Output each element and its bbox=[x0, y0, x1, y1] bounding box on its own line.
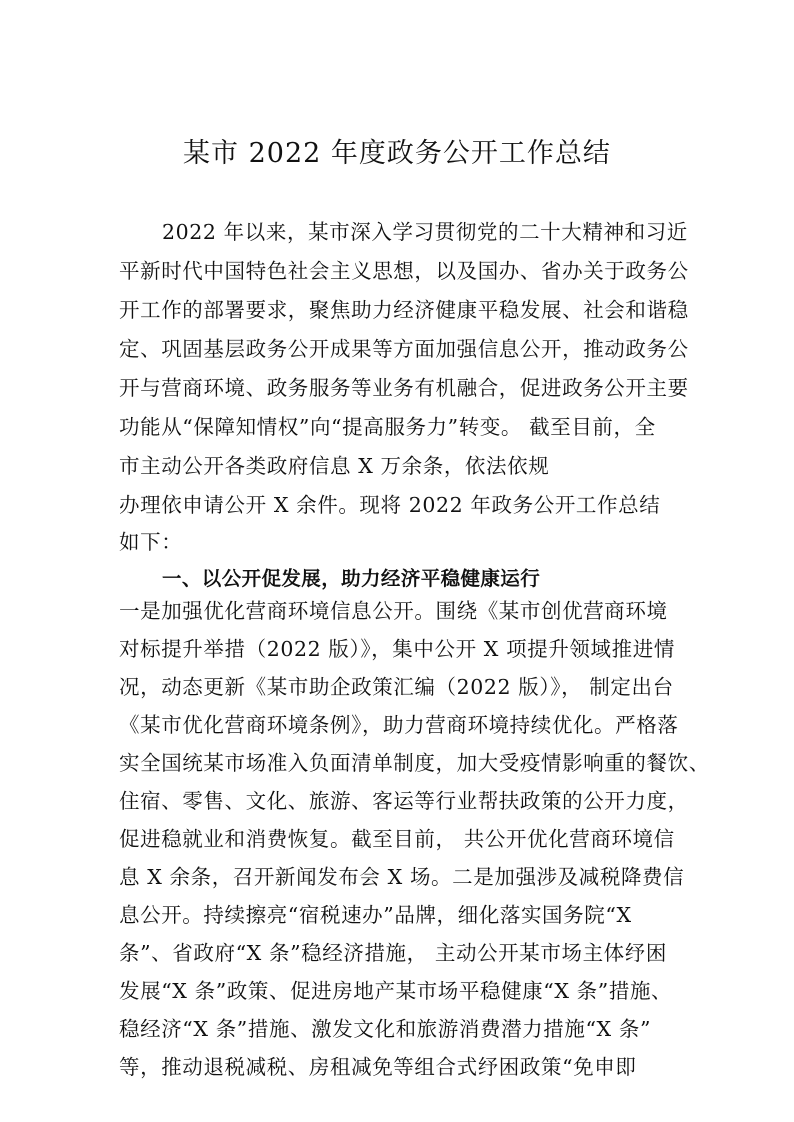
intro-line: 市主动公开各类政府信息 X 万余条，依法依规 bbox=[119, 454, 550, 478]
body-line: 《某市优化营商环境条例》，助力营商环境持续优化。严格落 bbox=[119, 713, 679, 737]
body-line: 息公开。持续擦亮“宿税速办”品牌，细化落实国务院“X bbox=[119, 903, 632, 927]
body-line: 一是加强优化营商环境信息公开。围绕《某市创优营商环境 bbox=[119, 599, 668, 623]
document-title: 某市 2022 年度政务公开工作总结 bbox=[183, 138, 611, 169]
body-line: 条”、省政府“X 条”稳经济措施， 主动公开某市场主体纾困 bbox=[119, 941, 667, 965]
section-heading: 一、以公开促发展，助力经济平稳健康运行 bbox=[162, 567, 541, 590]
body-line: 对标提升举措（2022 版）》，集中公开 X 项提升领域推进情 bbox=[119, 637, 675, 661]
body-line: 况，动态更新《某市助企政策汇编（2022 版）》， 制定出台 bbox=[119, 675, 674, 699]
body-line: 促进稳就业和消费恢复。截至目前， 共公开优化营商环境信 bbox=[119, 827, 675, 851]
body-line: 住宿、零售、文化、旅游、客运等行业帮扶政策的公开力度， bbox=[119, 789, 689, 813]
intro-line: 功能从“保障知情权”向“提高服务力”转变。 截至目前，全 bbox=[119, 415, 656, 439]
intro-line: 办理依申请公开 X 余件。现将 2022 年政务公开工作总结 bbox=[119, 493, 661, 517]
intro-line: 平新时代中国特色社会主义思想，以及国办、省办关于政务公 bbox=[119, 259, 689, 283]
intro-line: 如下： bbox=[119, 530, 183, 554]
body-line: 实全国统某市场准入负面清单制度，加大受疫情影响重的餐饮、 bbox=[119, 751, 710, 775]
body-line: 稳经济“X 条”措施、激发文化和旅游消费潜力措施“X 条” bbox=[119, 1017, 652, 1041]
body-line: 息 X 余条，召开新闻发布会 X 场。二是加强涉及减税降费信 bbox=[119, 865, 685, 889]
intro-line: 2022 年以来，某市深入学习贯彻党的二十大精神和习近 bbox=[162, 220, 688, 244]
intro-line: 定、巩固基层政务公开成果等方面加强信息公开，推动政务公 bbox=[119, 337, 689, 361]
body-line: 发展“X 条”政策、促进房地产某市场平稳健康“X 条”措施、 bbox=[119, 979, 673, 1003]
intro-line: 开与营商环境、政务服务等业务有机融合，促进政务公开主要 bbox=[119, 376, 689, 400]
body-line: 等，推动退税减税、房租减免等组合式纾困政策“免申即 bbox=[119, 1055, 637, 1079]
intro-line: 开工作的部署要求，聚焦助力经济健康平稳发展、社会和谐稳 bbox=[119, 298, 689, 322]
